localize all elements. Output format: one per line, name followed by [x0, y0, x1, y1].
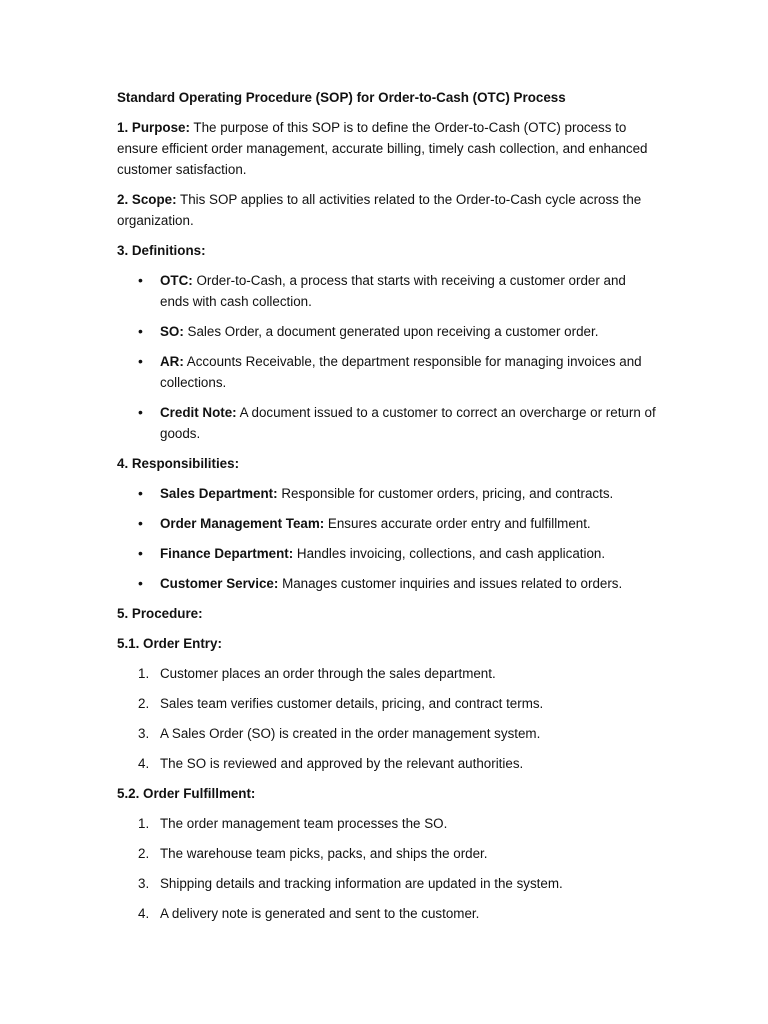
- responsibility-item: [117, 513, 658, 534]
- responsibility-text: Manages customer inquiries and issues related to orders.: [278, 576, 623, 591]
- step-item: [117, 723, 658, 744]
- responsibility-item: [117, 543, 658, 564]
- step-text: The order management team processes the SO.: [160, 816, 448, 831]
- definition-text: Order-to-Cash, a process that starts with receiving a customer order and ends with cash collection.: [160, 273, 626, 309]
- document-title: Standard Operating Procedure (SOP) for Order-to-Cash (OTC) Process: [117, 90, 566, 105]
- responsibilities-heading: 4. Responsibilities:: [117, 456, 240, 471]
- step-item: [117, 903, 658, 924]
- purpose-text: The purpose of this SOP is to define the Order-to-Cash (OTC) process to ensure efficient order management, accurate billing, timely cash collection, and enhanced customer satisfaction.: [117, 120, 648, 177]
- definition-item: [117, 402, 658, 444]
- definitions-heading: 3. Definitions:: [117, 243, 206, 258]
- step-text: Sales team verifies customer details, pricing, and contract terms.: [160, 696, 544, 711]
- responsibility-text: Responsible for customer orders, pricing, and contracts.: [277, 486, 614, 501]
- order-entry-heading: 5.1. Order Entry:: [117, 636, 222, 651]
- step-number: 3.: [138, 726, 150, 741]
- step-number: 4.: [138, 906, 150, 921]
- scope-section: [117, 189, 658, 231]
- definition-item: [117, 351, 658, 393]
- purpose-label: 1. Purpose:: [117, 120, 190, 135]
- step-text: A delivery note is generated and sent to the customer.: [160, 906, 480, 921]
- responsibility-role: Order Management Team:: [160, 516, 325, 531]
- step-text: A Sales Order (SO) is created in the order management system.: [160, 726, 541, 741]
- step-number: 2.: [138, 696, 150, 711]
- definition-item: [117, 321, 658, 342]
- step-item: [117, 693, 658, 714]
- procedure-heading: 5. Procedure:: [117, 606, 203, 621]
- responsibility-role: Sales Department:: [160, 486, 278, 501]
- definition-term: Credit Note:: [160, 405, 237, 420]
- step-number: 4.: [138, 756, 150, 771]
- step-text: Customer places an order through the sales department.: [160, 666, 496, 681]
- definition-term: OTC:: [160, 273, 193, 288]
- responsibility-text: Handles invoicing, collections, and cash application.: [293, 546, 606, 561]
- responsibility-role: Customer Service:: [160, 576, 279, 591]
- step-number: 1.: [138, 816, 150, 831]
- responsibilities-list: [117, 483, 658, 594]
- purpose-section: [117, 117, 658, 180]
- definition-text: Sales Order, a document generated upon receiving a customer order.: [183, 324, 599, 339]
- responsibility-item: [117, 573, 658, 594]
- step-number: 1.: [138, 666, 150, 681]
- scope-text: This SOP applies to all activities related to the Order-to-Cash cycle across the organization.: [117, 192, 642, 228]
- step-number: 3.: [138, 876, 150, 891]
- definitions-list: [117, 270, 658, 444]
- step-item: [117, 843, 658, 864]
- definition-term: AR:: [160, 354, 184, 369]
- step-item: [117, 873, 658, 894]
- step-item: [117, 753, 658, 774]
- responsibility-text: Ensures accurate order entry and fulfillment.: [324, 516, 591, 531]
- order-fulfillment-steps: [117, 813, 658, 924]
- responsibility-item: [117, 483, 658, 504]
- order-fulfillment-heading: 5.2. Order Fulfillment:: [117, 786, 256, 801]
- definition-item: [117, 270, 658, 312]
- step-text: Shipping details and tracking information are updated in the system.: [160, 876, 563, 891]
- definition-text: Accounts Receivable, the department responsible for managing invoices and collections.: [160, 354, 642, 390]
- responsibility-role: Finance Department:: [160, 546, 294, 561]
- definition-text: A document issued to a customer to correct an overcharge or return of goods.: [160, 405, 656, 441]
- step-number: 2.: [138, 846, 150, 861]
- step-text: The warehouse team picks, packs, and ships the order.: [160, 846, 488, 861]
- order-entry-steps: [117, 663, 658, 774]
- definition-term: SO:: [160, 324, 184, 339]
- step-item: [117, 663, 658, 684]
- step-text: The SO is reviewed and approved by the relevant authorities.: [160, 756, 524, 771]
- scope-label: 2. Scope:: [117, 192, 177, 207]
- step-item: [117, 813, 658, 834]
